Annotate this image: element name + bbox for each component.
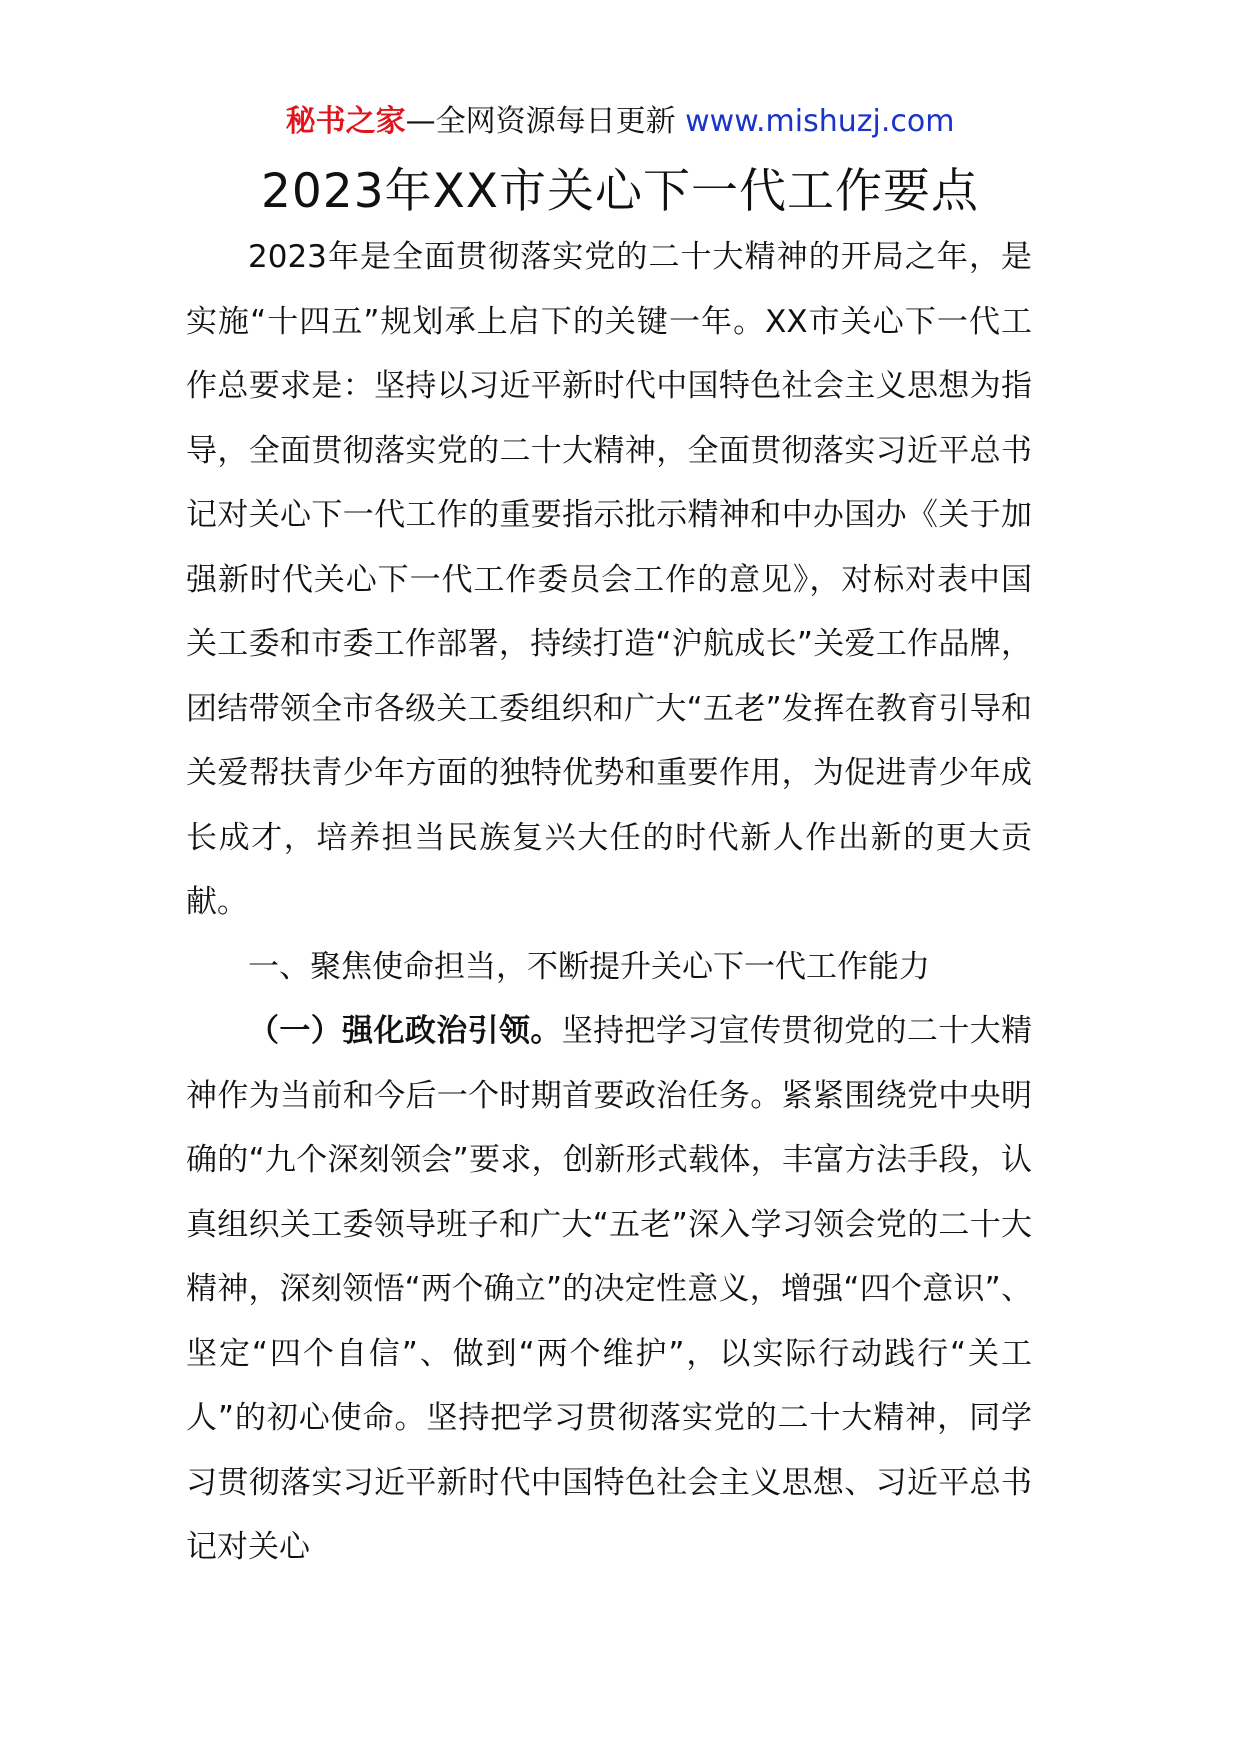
document-body bbox=[186, 225, 1032, 1580]
brand-name: 秘书之家 bbox=[285, 104, 406, 139]
site-url-link[interactable]: www.mishuzj.com bbox=[685, 104, 955, 139]
section-heading-1: 一、聚焦使命担当，不断提升关心下一代工作能力 bbox=[248, 948, 930, 985]
item-label-1: （一）强化政治引领。 bbox=[248, 1013, 562, 1049]
header-tagline: —全网资源每日更新 bbox=[405, 104, 686, 139]
item-text-1: 坚持把学习宣传贯彻党的二十大精神作为当前和今后一个时期首要政治任务。紧紧围绕党中央明确的“九个深刻领会”要求，创新形式载体，丰富方法手段，认真组织关工委领导班子和广大“五老”深入学习领会党的二十大精神，深刻领悟“两个确立”的决定性意义，增强“四个意识”、坚定“四个自信”、做到“两个维护”，以实际行动践行“关工人”的初心使命。坚持把学习贯彻落实党的二十大精神，同学习贯彻落实习近平新时代中国特色社会主义思想、习近平总书记对关心 bbox=[186, 1013, 1032, 1565]
item-paragraph-1 bbox=[186, 999, 1032, 1580]
site-header bbox=[0, 102, 1240, 142]
page-title: 2023年XX市关心下一代工作要点 bbox=[260, 164, 979, 219]
intro-paragraph: 2023年是全面贯彻落实党的二十大精神的开局之年，是实施“十四五”规划承上启下的关键一年。XX市关心下一代工作总要求是：坚持以习近平新时代中国特色社会主义思想为指导，全面贯彻落实党的二十大精神，全面贯彻落实习近平总书记对关心下一代工作的重要指示批示精神和中办国办《关于加强新时代关心下一代工作委员会工作的意见》，对标对表中国关工委和市委工作部署，持续打造“沪航成长”关爱工作品牌，团结带领全市各级关工委组织和广大“五老”发挥在教育引导和关爱帮扶青少年方面的独特优势和重要作用，为促进青少年成长成才，培养担当民族复兴大任的时代新人作出新的更大贡献。 bbox=[186, 239, 1032, 920]
